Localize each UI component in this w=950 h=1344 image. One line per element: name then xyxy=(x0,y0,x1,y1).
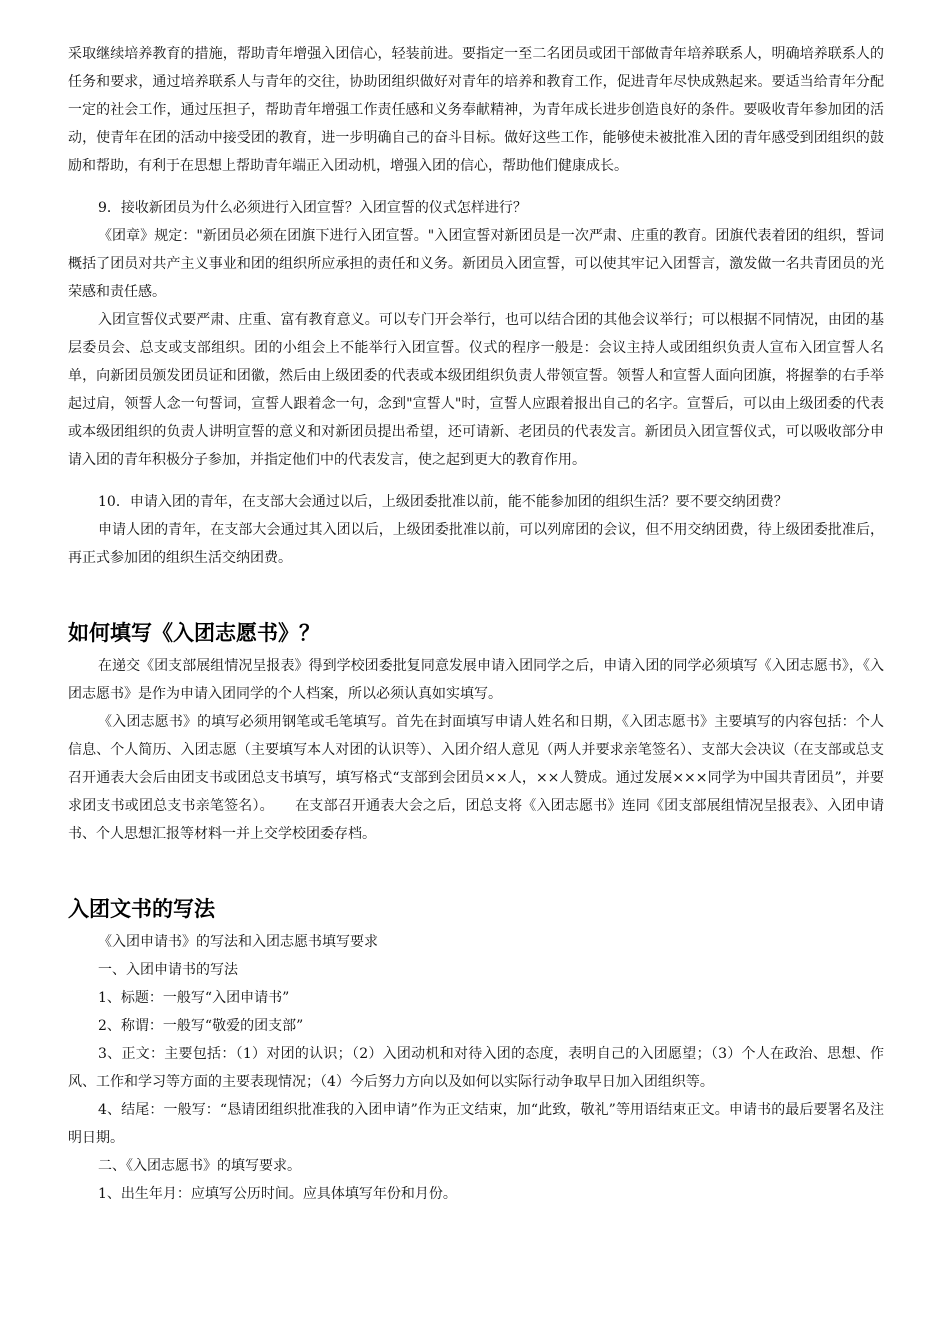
question-9: 9．接收新团员为什么必须进行入团宣誓？入团宣誓的仪式怎样进行？ xyxy=(98,200,527,216)
answer-10: 申请人团的青年，在支部大会通过其入团以后，上级团委批准以前，可以列席团的会议，但不用交纳团费，待上级团委批准后，再正式参加团的组织生活交纳团费。 xyxy=(68,522,884,566)
zhiyuanshu-paragraph-1: 在递交《团支部展组情况呈报表》得到学校团委批复同意发展申请入团同学之后，申请入团的同学必须填写《入团志愿书》，《入团志愿书》是作为申请入团同学的个人档案，所以必须认真如实填写。 xyxy=(68,658,884,702)
spacer xyxy=(68,474,884,488)
answer-9-paragraph-2: 入团宣誓仪式要严肃、庄重、富有教育意义。可以专门开会举行，也可以结合团的其他会议举行；可以根据不同情况，由团的基层委员会、总支或支部组织。团的小组会上不能举行入团宣誓。仪式的程序一般是：会议主持人或团组织负责人宣布入团宣誓人名单，向新团员颁发团员证和团徽，然后由上级团委的代表或本级团组织负责人带领宣誓。领誓人和宣誓人面向团旗，将握拳的右手举起过肩，领誓人念一句誓词，宣誓人跟着念一句，念到"宣誓人"时，宣誓人应跟着报出自己的名字。宣誓后，可以由上级团委的代表或本级团组织的负责人讲明宣誓的意义和对新团员提出希望，还可请新、老团员的代表发言。新团员入团宣誓仪式，可以吸收部分申请入团的青年积极分子参加，并指定他们中的代表发言，使之起到更大的教育作用。 xyxy=(68,312,884,468)
heading-zhiyuanshu: 如何填写《入团志愿书》？ xyxy=(68,621,320,645)
answer-9-paragraph-1: 《团章》规定："新团员必须在团旗下进行入团宣誓。"入团宣誓对新团员是一次严肃、庄重的教育。团旗代表着团的组织，誓词概括了团员对共产主义事业和团的组织所应承担的责任和义务。新团员入团宣誓，可以使其牢记入团誓言，激发做一名共青团员的光荣感和责任感。 xyxy=(68,228,884,300)
wenshu-line: 1、标题：一般写“入团申请书” xyxy=(98,990,290,1006)
wenshu-line: 4、结尾：一般写：“恳请团组织批准我的入团申请”作为正文结束，加“此致，敬礼”等用语结束正文。申请书的最后要署名及注明日期。 xyxy=(68,1102,884,1146)
wenshu-line: 3、正文：主要包括：（1）对团的认识；（2）入团动机和对待入团的态度，表明自己的入团愿望；（3）个人在政治、思想、作风、工作和学习等方面的主要表现情况；（4）今后努力方向以及如何以实际行动争取早日加入团组织等。 xyxy=(68,1046,884,1090)
question-10: 10．申请入团的青年，在支部大会通过以后，上级团委批准以前，能不能参加团的组织生活？要不要交纳团费？ xyxy=(98,494,788,510)
document-page xyxy=(68,40,884,1208)
wenshu-line: 1、出生年月：应填写公历时间。应具体填写年份和月份。 xyxy=(98,1186,457,1202)
paragraph-continuation: 采取继续培养教育的措施，帮助青年增强入团信心，轻装前进。要指定一至二名团员或团干部做青年培养联系人，明确培养联系人的任务和要求，通过培养联系人与青年的交往，协助团组织做好对青年的培养和教育工作，促进青年尽快成熟起来。要适当给青年分配一定的社会工作，通过压担子，帮助青年增强工作责任感和义务奉献精神，为青年成长进步创造良好的条件。要吸收青年参加团的活动，使青年在团的活动中接受团的教育，进一步明确自己的奋斗目标。做好这些工作，能够使未被批准入团的青年感受到团组织的鼓励和帮助，有利于在思想上帮助青年端正入团动机，增强入团的信心，帮助他们健康成长。 xyxy=(68,46,884,174)
spacer xyxy=(68,180,884,194)
wenshu-line: 《入团申请书》的写法和入团志愿书填写要求 xyxy=(98,934,378,950)
zhiyuanshu-paragraph-2: 《入团志愿书》的填写必须用钢笔或毛笔填写。首先在封面填写申请人姓名和日期，《入团志愿书》主要填写的内容包括：个人信息、个人简历、入团志愿（主要填写本人对团的认识等）、入团介绍人意见（两人并要求亲笔签名）、支部大会决议（在支部或总支召开通表大会后由团支书或团总支书填写，填写格式“支部到会团员××人，××人赞成。通过发展×××同学为中国共青团员”，并要求团支书或团总支书亲笔签名）。 在支部召开通表大会之后，团总支将《入团志愿书》连同《团支部展组情况呈报表》、入团申请书、个人思想汇报等材料一并上交学校团委存档。 xyxy=(68,714,884,842)
wenshu-line: 二、《入团志愿书》的填写要求。 xyxy=(98,1158,301,1174)
wenshu-line: 一、入团申请书的写法 xyxy=(98,962,238,978)
wenshu-line: 2、称谓：一般写“敬爱的团支部” xyxy=(98,1018,304,1034)
spacer xyxy=(68,848,884,892)
spacer xyxy=(68,572,884,616)
heading-wenshu: 入团文书的写法 xyxy=(68,897,215,921)
